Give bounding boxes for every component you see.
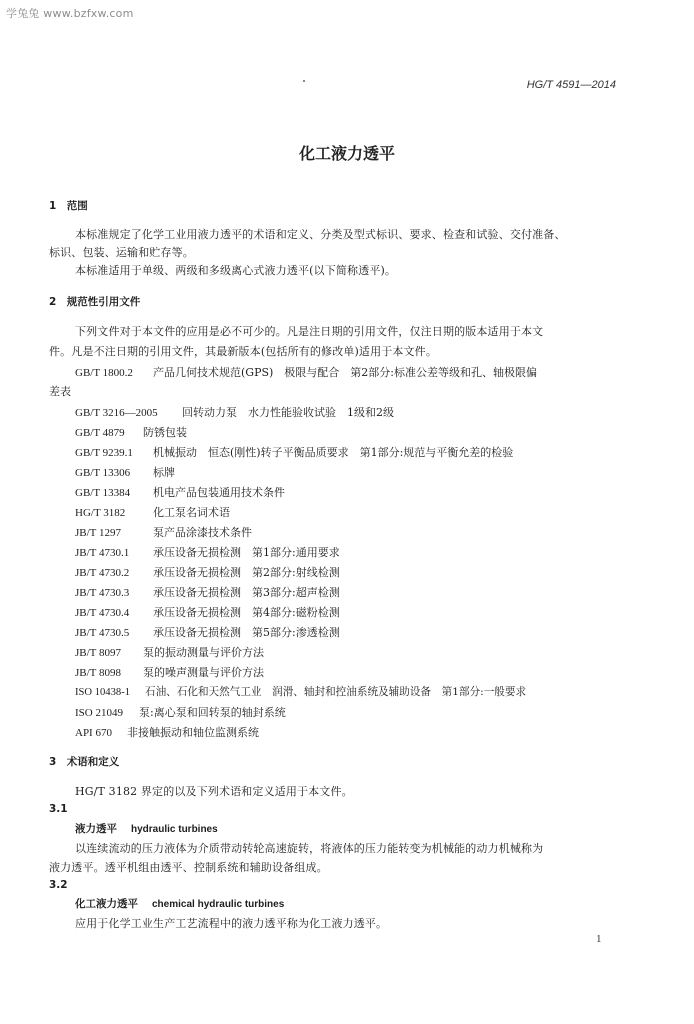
reference-code: API 670 [75,727,112,739]
reference-item [75,486,285,500]
reference-item [75,406,394,420]
reference-code: JB/T 4730.3 [75,587,130,599]
reference-title: 承压设备无损检测 第4部分:磁粉检测 [153,606,340,619]
reference-title: 石油、石化和天然气工业 润滑、轴封和控油系统及辅助设备 第1部分:一般要求 [145,686,527,698]
reference-title: 差表 [49,385,71,398]
scan-speck [303,80,305,82]
reference-item [75,446,513,460]
term-heading [75,898,284,911]
section-heading-normative: 2 规范性引用文件 [49,296,141,308]
term-number: 3.1 [49,803,68,815]
reference-code: JB/T 4730.4 [75,607,130,619]
reference-title: 泵:离心泵和回转泵的轴封系统 [139,706,286,719]
reference-item [49,385,71,398]
reference-item [75,646,264,660]
term-chinese: 液力透平 [75,823,117,835]
reference-code: JB/T 4730.1 [75,547,130,559]
reference-item [75,666,264,680]
term-heading [75,823,218,836]
reference-code: JB/T 8097 [75,647,121,659]
reference-code: JB/T 1297 [75,527,121,539]
reference-item [75,626,340,640]
reference-title: 承压设备无损检测 第2部分:射线检测 [153,566,340,579]
term-number: 3.2 [49,879,68,891]
reference-item [75,366,537,380]
reference-item [75,546,340,560]
reference-item [75,506,230,520]
reference-item [75,426,187,440]
normative-intro-line: 件。凡是不注日期的引用文件，其最新版本(包括所有的修改单)适用于本文件。 [49,345,437,358]
section-heading-terms: 3 术语和定义 [49,756,120,768]
term-definition-line: 液力透平。透平机组由透平、控制系统和辅助设备组成。 [49,861,328,874]
reference-item [75,726,259,740]
reference-code: GB/T 1800.2 [75,367,133,379]
reference-title: 机电产品包装通用技术条件 [153,486,285,499]
scope-paragraph-line: 本标准适用于单级、两级和多级离心式液力透平(以下简称透平)。 [75,264,397,277]
reference-title: 回转动力泵 水力性能验收试验 1级和2级 [182,406,394,419]
reference-item [75,706,286,720]
reference-code: HG/T 3182 [75,507,126,519]
reference-title: 承压设备无损检测 第3部分:超声检测 [153,586,340,599]
reference-item [75,526,252,540]
watermark-text: 学兔兔 www.bzfxw.com [6,7,134,20]
document-code: HG/T 4591—2014 [526,79,616,91]
reference-title: 化工泵名词术语 [153,506,230,519]
term-definition-line: 以连续流动的压力液体为介质带动转轮高速旋转，将液体的压力能转变为机械能的动力机械称为 [75,842,544,855]
term-chinese: 化工液力透平 [75,898,138,910]
terms-intro: HG/T 3182 界定的以及下列术语和定义适用于本文件。 [75,785,353,798]
reference-title: 承压设备无损检测 第1部分:通用要求 [153,546,340,559]
reference-code: JB/T 8098 [75,667,121,679]
reference-title: 泵的振动测量与评价方法 [143,646,264,659]
reference-title: 泵的噪声测量与评价方法 [143,666,264,679]
reference-item [75,606,340,620]
reference-item [75,466,175,480]
term-english: hydraulic turbines [131,824,218,835]
reference-title: 非接触振动和轴位监测系统 [127,726,259,739]
normative-intro-line: 下列文件对于本文件的应用是必不可少的。凡是注日期的引用文件，仅注日期的版本适用于本文 [75,325,544,338]
reference-code: JB/T 4730.5 [75,627,130,639]
reference-item [75,586,340,600]
reference-code: GB/T 3216—2005 [75,407,158,419]
reference-code: GB/T 9239.1 [75,447,133,459]
reference-title: 防锈包装 [143,426,187,439]
reference-code: GB/T 13306 [75,467,131,479]
reference-item [75,566,340,580]
page-title: 化工液力透平 [298,144,395,163]
reference-title: 标牌 [153,466,175,479]
reference-code: ISO 10438-1 [75,687,131,698]
page-number: 1 [596,933,602,945]
reference-title: 产品几何技术规范(GPS) 极限与配合 第2部分:标准公差等级和孔、轴极限偏 [153,366,538,379]
term-definition-line: 应用于化学工业生产工艺流程中的液力透平称为化工液力透平。 [75,917,388,930]
reference-item [75,686,526,699]
reference-code: GB/T 4879 [75,427,125,439]
reference-code: GB/T 13384 [75,487,131,499]
scope-paragraph-line: 标识、包装、运输和贮存等。 [49,246,194,259]
scope-paragraph-line: 本标准规定了化学工业用液力透平的术语和定义、分类及型式标识、要求、检查和试验、交付准备、 [75,228,566,241]
reference-title: 机械振动 恒态(刚性)转子平衡品质要求 第1部分:规范与平衡允差的检验 [153,446,514,459]
reference-title: 承压设备无损检测 第5部分:渗透检测 [153,626,340,639]
reference-code: JB/T 4730.2 [75,567,130,579]
reference-code: ISO 21049 [75,707,123,719]
reference-title: 泵产品涂漆技术条件 [153,526,252,539]
section-heading-scope: 1 范围 [49,200,88,212]
term-english: chemical hydraulic turbines [152,899,285,910]
